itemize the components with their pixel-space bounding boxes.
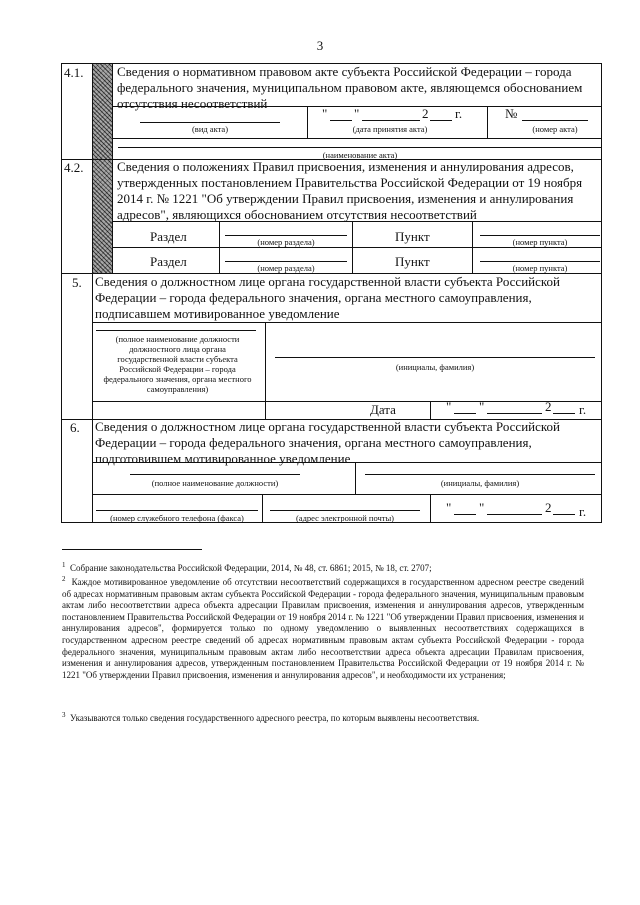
signer-date-quote-close: " bbox=[479, 399, 485, 414]
preparer-phone-field[interactable] bbox=[96, 510, 258, 511]
act-name-field[interactable] bbox=[118, 147, 602, 148]
signer-date-year-field[interactable] bbox=[553, 413, 575, 414]
signer-date-year-prefix: 2 bbox=[545, 399, 552, 414]
act-date-quote-open: " bbox=[322, 106, 328, 121]
act-number-label: (номер акта) bbox=[532, 124, 578, 134]
act-date-month-field[interactable] bbox=[362, 120, 420, 121]
footnote-1-text: Собрание законодательства Российской Федерации, 2014, № 48, ст. 6861; 2015, № 18, ст. 2707; bbox=[70, 563, 432, 573]
signer-position-label: (полное наименование должности должностного лица органа государственной власти субъекта Российской Федерации – города федерального значения, органа местного самоуправления) bbox=[103, 334, 252, 394]
act-date-quote-close: " bbox=[354, 106, 360, 121]
item-label-1: Пункт bbox=[395, 229, 430, 244]
item-label-2: Пункт bbox=[395, 254, 430, 269]
preparer-date-quote-open: " bbox=[446, 500, 452, 515]
act-type-field[interactable] bbox=[140, 122, 280, 123]
row-5-inner-mid bbox=[93, 401, 601, 402]
row-4-2-inner-mid bbox=[113, 247, 601, 248]
signer-date-month-field[interactable] bbox=[487, 413, 542, 414]
footnote-2 bbox=[62, 574, 584, 681]
row-6-inner-mid bbox=[93, 494, 601, 495]
signer-date-year-suffix: г. bbox=[579, 402, 587, 417]
preparer-date-day-field[interactable] bbox=[454, 514, 476, 515]
footnote-separator bbox=[62, 549, 202, 550]
preparer-phone-label: (номер служебного телефона (факса) bbox=[110, 513, 244, 523]
act-name-label: (наименование акта) bbox=[322, 150, 398, 160]
act-number-sign: № bbox=[505, 106, 518, 121]
footnote-1 bbox=[62, 560, 584, 575]
row-number-4-2: 4.2. bbox=[64, 160, 84, 175]
row-4-1-inner-mid bbox=[113, 138, 601, 139]
section-number-field-1[interactable] bbox=[225, 235, 347, 236]
preparer-date-quote-close: " bbox=[479, 500, 485, 515]
footnote-2-mark: 2 bbox=[62, 575, 66, 583]
item-number-field-1[interactable] bbox=[480, 235, 600, 236]
act-date-year-prefix: 2 bbox=[422, 106, 429, 121]
footnote-2-text: Каждое мотивированное уведомление об отсутствии несоответствий содержащихся в государственном адресном реестре сведений об адресах нормативным правовым актам субъекта Российской Федерации - города федерального значения, муниципальным правовым актам либо несоответствии адреса объекта адресации Правилам присвоения, изменения и аннулирования адресов, утвержденным постановлением Правительства Российской Федерации от 19 ноября 2014 г. № 1221 "Об утверждении Правил присвоения, изменения и аннулирования адресов", формируется только по одному уведомлению о выявленных несоответствиях содержащихся в государственном адресном реестре сведений об адресах нормативным правовым актам субъекта Российской Федерации - города федерального значения, муниципальным правовым актам либо несоответствии адреса объекта адресации Правилам присвоения, изменения и аннулирования адресов, утвержденным постановлением Правительства Российской Федерации от 19 ноября 2014 г. № 1221 "Об утверждении Правил присвоения, изменения и аннулирования адресов", и необходимости их устранения; bbox=[62, 577, 585, 680]
footnote-3 bbox=[62, 710, 584, 725]
row-4-2-col-a bbox=[219, 221, 220, 273]
act-type-label: (вид акта) bbox=[191, 124, 229, 134]
preparer-email-label: (адрес электронной почты) bbox=[295, 513, 395, 523]
signer-initials-field[interactable] bbox=[275, 357, 595, 358]
signer-date-label: Дата bbox=[370, 402, 396, 417]
row-4-2-col-c bbox=[472, 221, 473, 273]
signer-date-day-field[interactable] bbox=[454, 413, 476, 414]
item-number-field-2[interactable] bbox=[480, 261, 600, 262]
act-date-label: (дата принятия акта) bbox=[352, 124, 428, 134]
preparer-position-label: (полное наименование должности) bbox=[151, 478, 279, 488]
footnote-3-text: Указываются только сведения государственного адресного реестра, по которым выявлены несоответствия. bbox=[70, 713, 480, 723]
preparer-date-year-prefix: 2 bbox=[545, 500, 552, 515]
preparer-date-year-field[interactable] bbox=[553, 514, 575, 515]
row-6-col-b bbox=[262, 494, 263, 522]
row-number-4-1: 4.1. bbox=[64, 65, 84, 80]
item-number-label-1: (номер пункта) bbox=[512, 237, 568, 247]
act-date-year-field[interactable] bbox=[430, 120, 452, 121]
row-number-6: 6. bbox=[70, 420, 80, 435]
preparer-initials-label: (инициалы, фамилия) bbox=[440, 478, 520, 488]
row-5-inner-top bbox=[93, 322, 601, 323]
page-number: 3 bbox=[316, 38, 324, 53]
section-number-label-1: (номер раздела) bbox=[257, 237, 315, 247]
row-6-heading: Сведения о должностном лице органа государственной власти субъекта Российской Федерации – города федерального значения, органа местного самоуправления, подготовившем мотивированное уведомление bbox=[95, 419, 561, 466]
item-number-label-2: (номер пункта) bbox=[512, 263, 568, 273]
section-number-field-2[interactable] bbox=[225, 261, 347, 262]
preparer-email-field[interactable] bbox=[270, 510, 420, 511]
row-5-col-b bbox=[430, 401, 431, 419]
row-6-col-c bbox=[430, 494, 431, 522]
shaded-cell-4-2 bbox=[93, 159, 112, 273]
act-date-year-suffix: г. bbox=[455, 106, 463, 121]
row-4-2-col-b bbox=[352, 221, 353, 273]
row-5-col-a bbox=[265, 322, 266, 419]
preparer-position-field[interactable] bbox=[130, 474, 300, 475]
section-label-2: Раздел bbox=[150, 254, 187, 269]
signer-position-field[interactable] bbox=[96, 330, 256, 331]
signer-initials-label: (инициалы, фамилия) bbox=[395, 362, 475, 372]
row-number-5: 5. bbox=[72, 275, 82, 290]
section-number-label-2: (номер раздела) bbox=[257, 263, 315, 273]
shade-divider bbox=[112, 64, 113, 273]
section-label-1: Раздел bbox=[150, 229, 187, 244]
row-5-heading: Сведения о должностном лице органа государственной власти субъекта Российской Федерации – города федерального значения, органа местного самоуправления, подписавшем мотивированное уведомление bbox=[95, 274, 561, 321]
preparer-date-year-suffix: г. bbox=[579, 504, 587, 519]
row-4-1-heading: Сведения о нормативном правовом акте субъекта Российской Федерации – города федерального значения, муниципальном правовом акте, являющемся обоснованием отсутствия несоответствий bbox=[117, 64, 583, 111]
preparer-date-month-field[interactable] bbox=[487, 514, 542, 515]
preparer-initials-field[interactable] bbox=[365, 474, 595, 475]
signer-date-quote-open: " bbox=[446, 399, 452, 414]
footnote-1-mark: 1 bbox=[62, 561, 66, 569]
act-date-day-field[interactable] bbox=[330, 120, 352, 121]
footnote-3-mark: 3 bbox=[62, 711, 66, 719]
shaded-cell-4-1 bbox=[93, 64, 112, 159]
row-4-2-heading: Сведения о положениях Правил присвоения, изменения и аннулирования адресов, утвержденных постановлением Правительства Российской Федерации от 19 ноября 2014 г. № 1221 "Об утверждении Правил присвоения, изменения и аннулирования адресов", являющихся обоснованием отсутствия несоответствий bbox=[117, 159, 583, 222]
act-number-field[interactable] bbox=[522, 120, 588, 121]
